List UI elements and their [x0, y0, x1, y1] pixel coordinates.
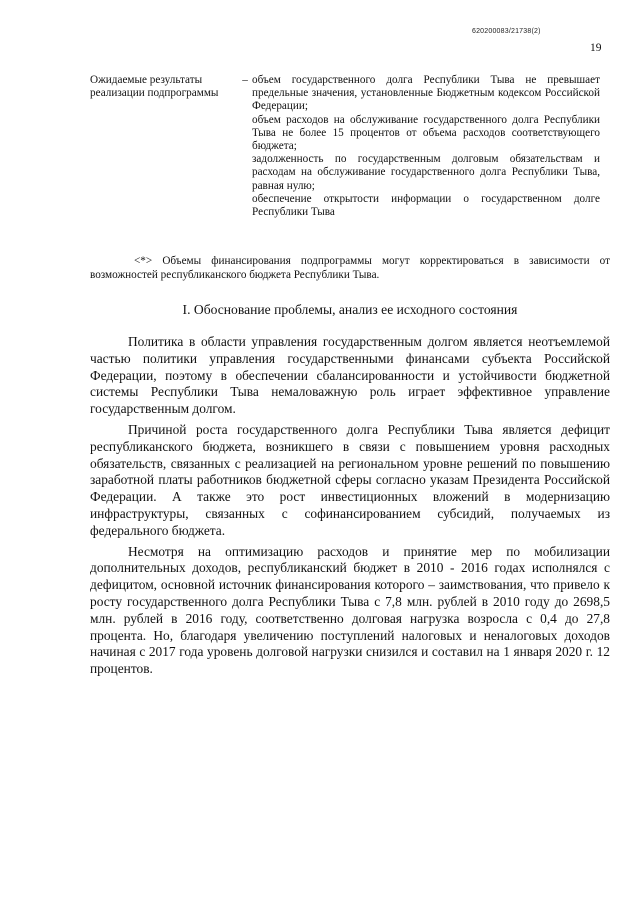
paragraph: Политика в области управления государственным долгом является неотъемлемой частью политики управления государственными финансами субъекта Российской Федерации, поэтому в обеспечении сбалансированности и устойчивости бюджетной системы Республики Тыва немаловажную роль играет эффективное управление государственным долгом.: [90, 334, 610, 417]
expected-results-table: [90, 74, 600, 219]
footnote: <*> Объемы финансирования подпрограммы могут корректироваться в зависимости от возможностей республиканского бюджета Республики Тыва.: [90, 255, 610, 282]
paragraph: Несмотря на оптимизацию расходов и принятие мер по мобилизации дополнительных доходов, республиканский бюджет в 2010 - 2016 годах исполнялся с дефицитом, основной источник финансирования которого – заимствования, что привело к росту государственного долга Республики Тыва с 7,8 млн. рублей в 2010 году до 2698,5 млн. рублей в 2016 году, соответственно долговая нагрузка возросла с 0,4 до 27,8 процента. Но, благодаря увеличению поступлений налоговых и неналоговых доходов начиная с 2017 года уровень долговой нагрузки снизился и составил на 1 января 2020 г. 12 процентов.: [90, 543, 610, 677]
result-item: задолженность по государственным долговым обязательствам и расходам на обслуживание государственного долга Республики Тыва, равная нулю;: [252, 153, 600, 192]
result-item: обеспечение открытости информации о государственном долге Республики Тыва: [252, 192, 600, 219]
dash-separator: –: [242, 74, 248, 86]
result-item: объем государственного долга Республики Тыва не превышает предельные значения, установленные Бюджетным кодексом Российской Федерации;: [252, 74, 600, 113]
document-code: 620200083/21738(2): [472, 28, 541, 35]
expected-results-list: [252, 74, 600, 219]
result-item: объем расходов на обслуживание государственного долга Республики Тыва не более 15 процентов от объема расходов соответствующего бюджета;: [252, 113, 600, 153]
expected-results-label: Ожидаемые результаты реализации подпрограммы: [90, 74, 219, 100]
body-text: [90, 334, 610, 682]
paragraph: Причиной роста государственного долга Республики Тыва является дефицит республиканского бюджета, возникшего в связи с повышением уровня расходных обязательств, связанных с реализацией на региональном уровне решений по повышению заработной платы работников бюджетной сферы согласно указам Президента Российской Федерации. А также это рост инвестиционных вложений в модернизацию инфраструктуры, связанных с софинансированием субсидий, получаемых из федерального бюджета.: [90, 421, 610, 538]
page-number: 19: [590, 42, 602, 54]
section-heading: I. Обоснование проблемы, анализ ее исходного состояния: [182, 302, 518, 317]
